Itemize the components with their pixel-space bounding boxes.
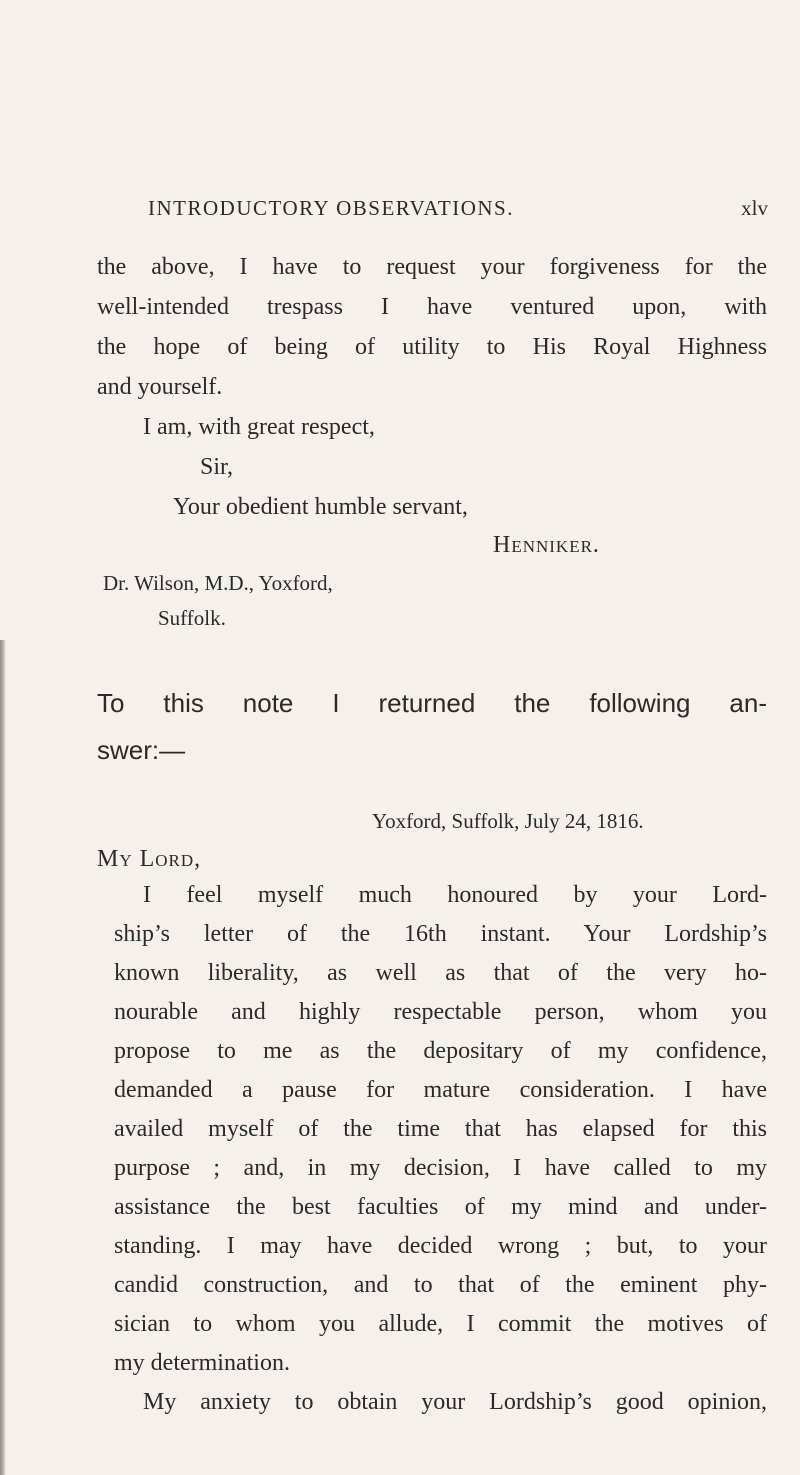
body-line: demanded a pause for mature consideration. I have: [114, 1077, 767, 1103]
text-line: and yourself.: [97, 374, 223, 400]
body-line: purpose ; and, in my decision, I have called to my: [114, 1155, 767, 1181]
body-line: my determination.: [114, 1350, 290, 1376]
page-number: xlv: [741, 196, 768, 220]
body-line: My anxiety to obtain your Lordship’s good opinion,: [143, 1389, 767, 1415]
body-line: availed myself of the time that has elapsed for this: [114, 1116, 767, 1142]
body-line: sician to whom you allude, I commit the motives of: [114, 1311, 767, 1337]
running-title: INTRODUCTORY OBSERVATIONS.: [148, 196, 514, 220]
body-line: candid construction, and to that of the eminent phy-: [114, 1272, 767, 1298]
closing-respect: I am, with great respect,: [143, 414, 375, 440]
text-line: well-intended trespass I have ventured upon, with: [97, 294, 767, 320]
salutation-sir: Sir,: [200, 454, 234, 480]
narrative-line: swer:—: [97, 735, 186, 765]
text-line: the hope of being of utility to His Royal Highness: [97, 334, 767, 360]
body-line: known liberality, as well as that of the very ho-: [114, 960, 767, 986]
running-header: [148, 196, 768, 226]
body-line: ship’s letter of the 16th instant. Your Lordship’s: [114, 921, 767, 947]
addressee-county: Suffolk.: [158, 606, 226, 630]
narrative-line: To this note I returned the following an-: [97, 688, 767, 718]
body-line: assistance the best faculties of my mind and under-: [114, 1194, 767, 1220]
signature: Henniker.: [493, 532, 600, 558]
body-line: standing. I may have decided wrong ; but, to your: [114, 1233, 767, 1259]
body-line: nourable and highly respectable person, whom you: [114, 999, 767, 1025]
body-line: I feel myself much honoured by your Lord-: [143, 882, 767, 908]
page-edge-shadow: [0, 640, 6, 1475]
closing-servant: Your obedient humble servant,: [173, 494, 468, 520]
salutation: My Lord,: [97, 846, 202, 872]
letter-date: Yoxford, Suffolk, July 24, 1816.: [372, 809, 644, 833]
text-line: the above, I have to request your forgiveness for the: [97, 254, 767, 280]
body-line: propose to me as the depositary of my confidence,: [114, 1038, 767, 1064]
addressee: Dr. Wilson, M.D., Yoxford,: [103, 571, 333, 595]
